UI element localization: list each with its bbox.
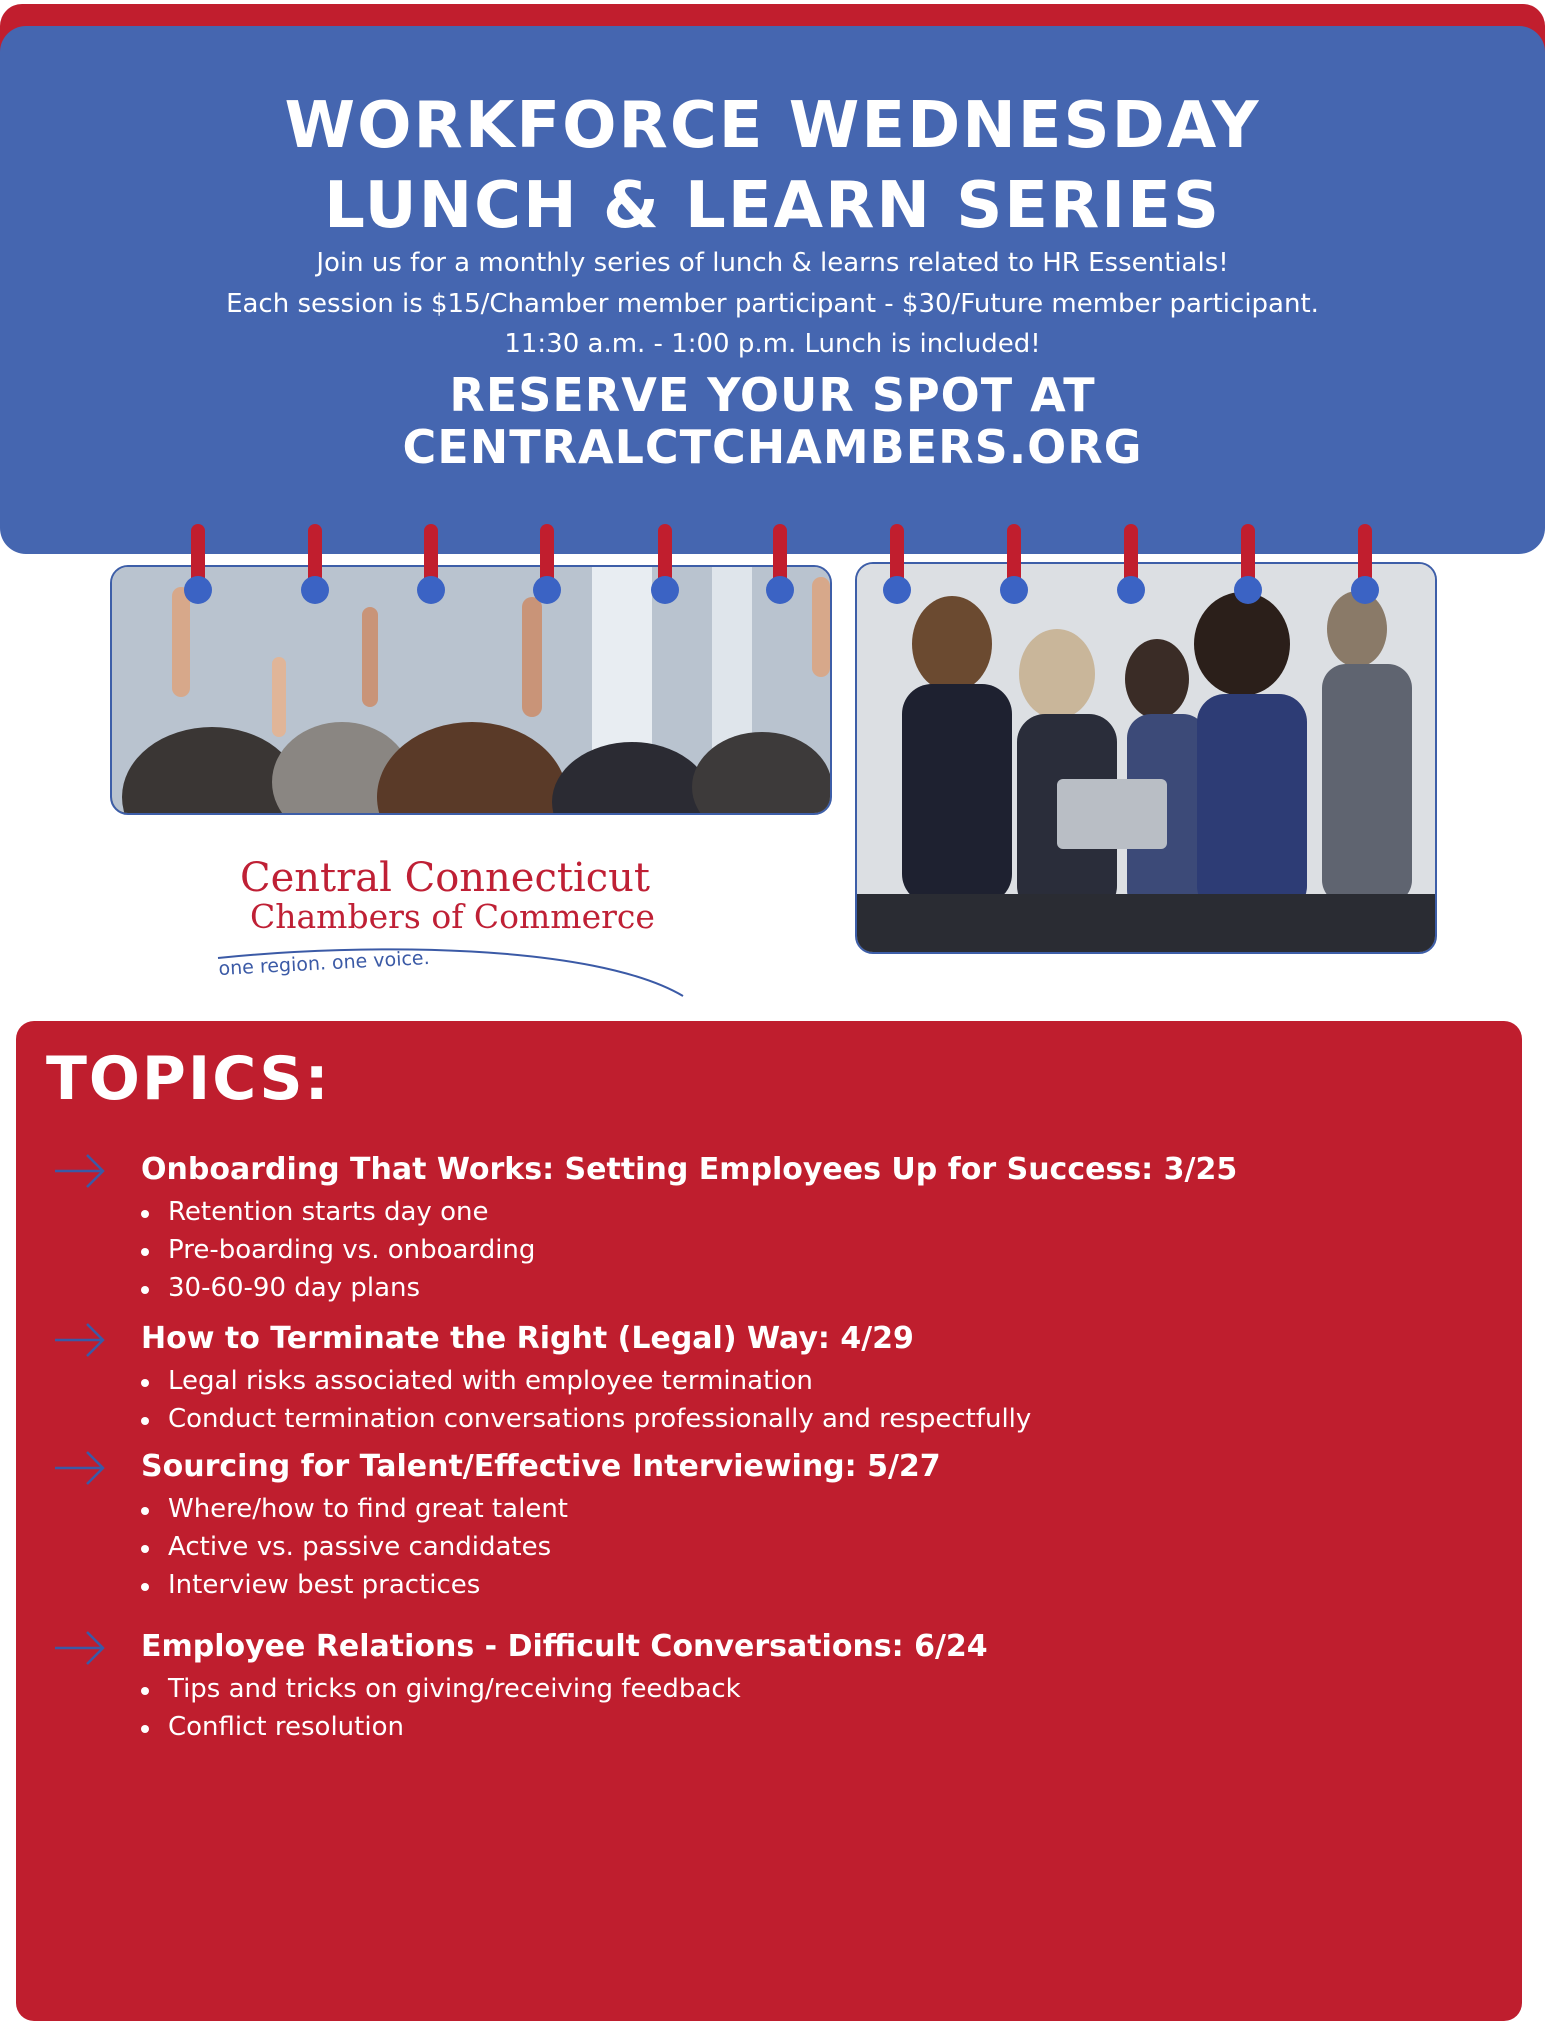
title-line-1: WORKFORCE WEDNESDAY — [284, 89, 1261, 163]
binder-hole — [1000, 576, 1028, 604]
logo-line-2: Chambers of Commerce — [250, 897, 655, 936]
cta-website-link[interactable]: CENTRALCTCHAMBERS.ORG — [402, 420, 1143, 474]
topic-title: Employee Relations - Difficult Conversations: 6/24 — [141, 1629, 988, 1664]
raised-hands-photo — [110, 565, 832, 815]
arrow-right-icon — [53, 1320, 107, 1360]
binder-hole — [1234, 576, 1262, 604]
topics-panel: TOPICS: Onboarding That Works: Setting Employees Up for Success: 3/25 Retention starts day one Pre-boarding vs. onboarding 30-60-90 day plans How to Terminate the Right (Legal) Way: 4/29 Legal risks associated with employee termination Conduct termination conversations professionally and respectfully Sourcing for Talent/Effective Interviewing: 5/27 Where/how to find great talent Active vs. passive candidates Interview best practices Employee Relations - Difficult Conversations: 6/24 Tips and tricks on giving/receiving feedback Conflict resolution — [16, 1021, 1522, 2021]
arrow-right-icon — [53, 1151, 107, 1191]
binder-hole — [417, 576, 445, 604]
topics-heading: TOPICS: — [46, 1044, 331, 1114]
cta-line-1: RESERVE YOUR SPOT AT — [449, 368, 1096, 422]
binder-hole — [533, 576, 561, 604]
logo-tagline: one region. one voice. — [218, 946, 431, 980]
audience-photo-illustration — [112, 567, 832, 815]
seminar-photo-illustration — [857, 564, 1437, 954]
subtitle-line-1: Join us for a monthly series of lunch & learns related to HR Essentials! — [316, 248, 1229, 278]
header-banner — [0, 26, 1545, 554]
topic-title: Onboarding That Works: Setting Employees Up for Success: 3/25 — [141, 1152, 1238, 1187]
logo-line-1: Central Connecticut — [240, 855, 650, 901]
binder-hole — [301, 576, 329, 604]
subtitle-line-2: Each session is $15/Chamber member participant - $30/Future member participant. — [226, 289, 1319, 319]
arrow-right-icon — [53, 1628, 107, 1668]
binder-hole — [651, 576, 679, 604]
subtitle-line-3: 11:30 a.m. - 1:00 p.m. Lunch is included! — [504, 329, 1041, 359]
binder-hole — [1351, 576, 1379, 604]
binder-hole — [1117, 576, 1145, 604]
binder-hole — [883, 576, 911, 604]
title-line-2: LUNCH & LEARN SERIES — [324, 169, 1221, 243]
topic-title: Sourcing for Talent/Effective Interviewing: 5/27 — [141, 1449, 941, 1484]
topic-title: How to Terminate the Right (Legal) Way: 4/29 — [141, 1321, 914, 1356]
arrow-right-icon — [53, 1448, 107, 1488]
binder-hole — [766, 576, 794, 604]
seated-audience-photo — [855, 562, 1437, 954]
binder-hole — [184, 576, 212, 604]
chamber-logo — [213, 855, 698, 998]
